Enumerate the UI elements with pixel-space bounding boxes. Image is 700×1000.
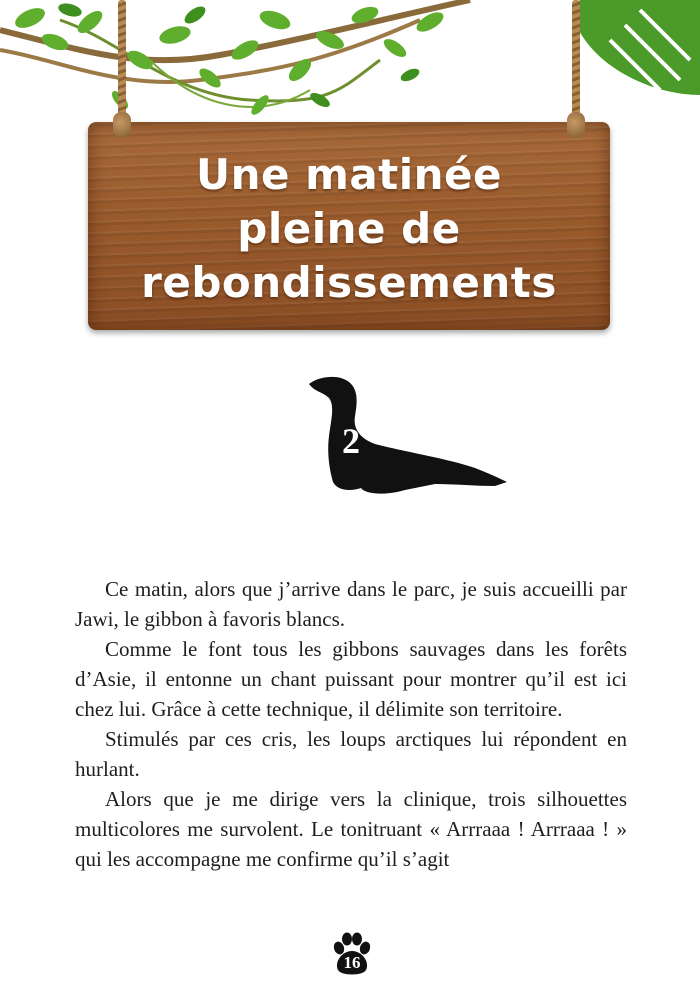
chapter-body-text — [75, 574, 627, 874]
left-rope-knot — [113, 112, 131, 138]
chapter-title-line-2: pleine de — [237, 204, 461, 253]
wooden-sign — [88, 122, 610, 330]
paragraph: Stimulés par ces cris, les loups arctiques lui répondent en hurlant. — [75, 727, 627, 781]
paragraph: Ce matin, alors que j’arrive dans le parc, je suis accueilli par Jawi, le gibbon à favoris blancs. — [75, 577, 627, 631]
paragraph: Comme le font tous les gibbons sauvages dans les forêts d’Asie, il entonne un chant puissant pour montrer qu’il est ici chez lui. Grâce à cette technique, il délimite son territoire. — [75, 637, 627, 721]
chapter-title-line-1: Une matinée — [195, 150, 503, 199]
chapter-title-line-3: rebondissements — [141, 258, 557, 307]
chapter-number: 2 — [342, 421, 360, 461]
jungle-vines-decoration — [0, 0, 700, 130]
page-number: 16 — [343, 953, 361, 972]
chapter-title — [88, 148, 610, 310]
paragraph: Alors que je me dirige vers la clinique, trois silhouettes multicolores me survolent. Le tonitruant « Arrraaa ! Arrraaa ! » qui les accompagne me confirme qu’il s’agit — [75, 787, 627, 871]
right-rope-knot — [567, 112, 585, 138]
